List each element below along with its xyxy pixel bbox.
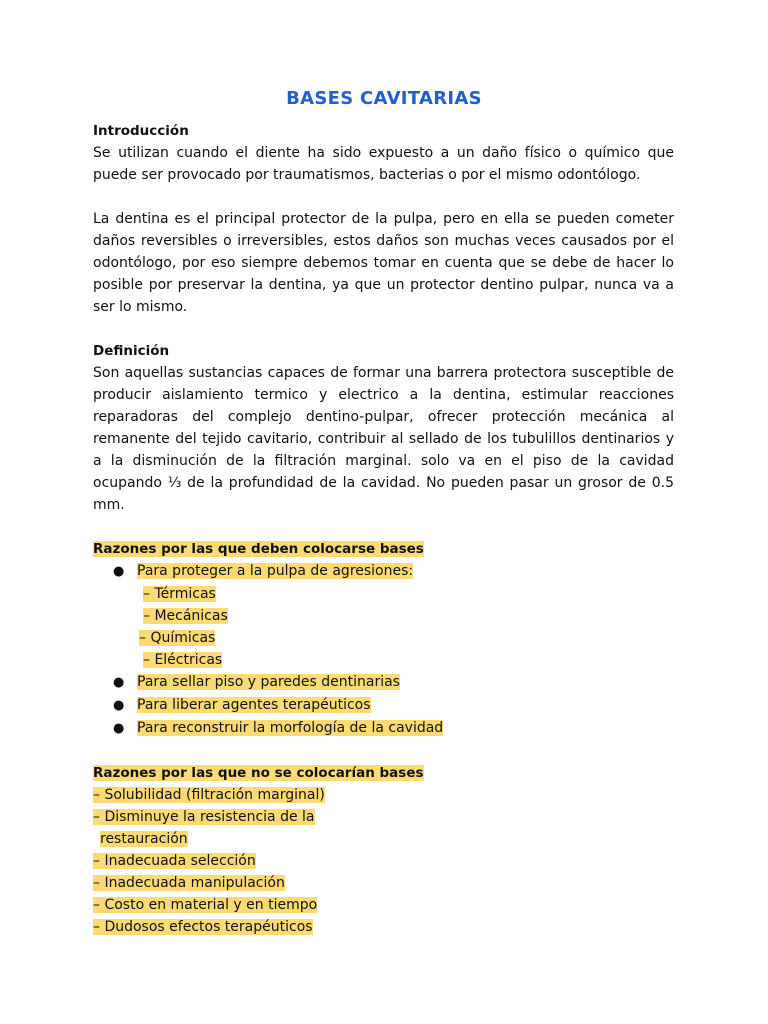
intro-heading: Introducción <box>93 123 189 139</box>
list-item: ● Para reconstruir la morfología de la cavidad <box>93 717 674 740</box>
bullet-icon: ● <box>113 721 125 736</box>
definition-heading: Definición <box>93 343 170 359</box>
list-item: restauración <box>100 831 188 847</box>
list-item: – Inadecuada selección <box>93 853 256 869</box>
list-subitem: – Eléctricas <box>143 652 223 668</box>
intro-paragraph-1: Se utilizan cuando el diente ha sido expuesto a un daño físico o químico que puede ser provocado por traumatismos, bacterias o por el mismo odontólogo. <box>93 145 674 183</box>
document-body <box>93 120 674 938</box>
reasons-yes-list <box>93 560 674 740</box>
reasons-yes-heading: Razones por las que deben colocarse bases <box>93 541 424 557</box>
list-item: ● Para liberar agentes terapéuticos <box>93 694 674 717</box>
list-item: ● Para sellar piso y paredes dentinarias <box>93 671 674 694</box>
document-title: BASES CAVITARIAS <box>286 88 482 109</box>
reasons-no-heading: Razones por las que no se colocarían bases <box>93 765 424 781</box>
bullet-icon: ● <box>113 675 125 690</box>
intro-paragraph-2: La dentina es el principal protector de la pulpa, pero en ella se pueden cometer daños reversibles o irreversibles, estos daños son muchas veces causados por el odontólogo, por eso siempre debemos tomar en cuenta que se debe de hacer lo posible por preservar la dentina, ya que un protector dentino pulpar, nunca va a ser lo mismo. <box>93 211 674 315</box>
list-item: – Dudosos efectos terapéuticos <box>93 919 313 935</box>
reasons-no-list <box>93 784 674 938</box>
list-item: – Costo en material y en tiempo <box>93 897 318 913</box>
list-item: ● Para proteger a la pulpa de agresiones: <box>93 560 674 583</box>
list-item: – Inadecuada manipulación <box>93 875 285 891</box>
list-subitem: – Mecánicas <box>143 608 228 624</box>
list-subitem: – Térmicas <box>143 586 216 602</box>
definition-paragraph: Son aquellas sustancias capaces de formar una barrera protectora susceptible de producir aislamiento termico y electrico a la dentina, estimular reacciones reparadoras del complejo dentino-pulpar, ofrecer protección mecánica al remanente del tejido cavitario, contribuir al sellado de los tubulillos dentinarios y a la disminución de la filtración marginal. solo va en el piso de la cavidad ocupando ⅓ de la profundidad de la cavidad. No pueden pasar un grosor de 0.5 mm. <box>93 365 674 513</box>
bullet-icon: ● <box>113 698 125 713</box>
list-subitem: – Químicas <box>139 630 216 646</box>
bullet-icon: ● <box>113 564 125 579</box>
list-item: – Disminuye la resistencia de la <box>93 809 315 825</box>
list-item: – Solubilidad (filtración marginal) <box>93 787 325 803</box>
